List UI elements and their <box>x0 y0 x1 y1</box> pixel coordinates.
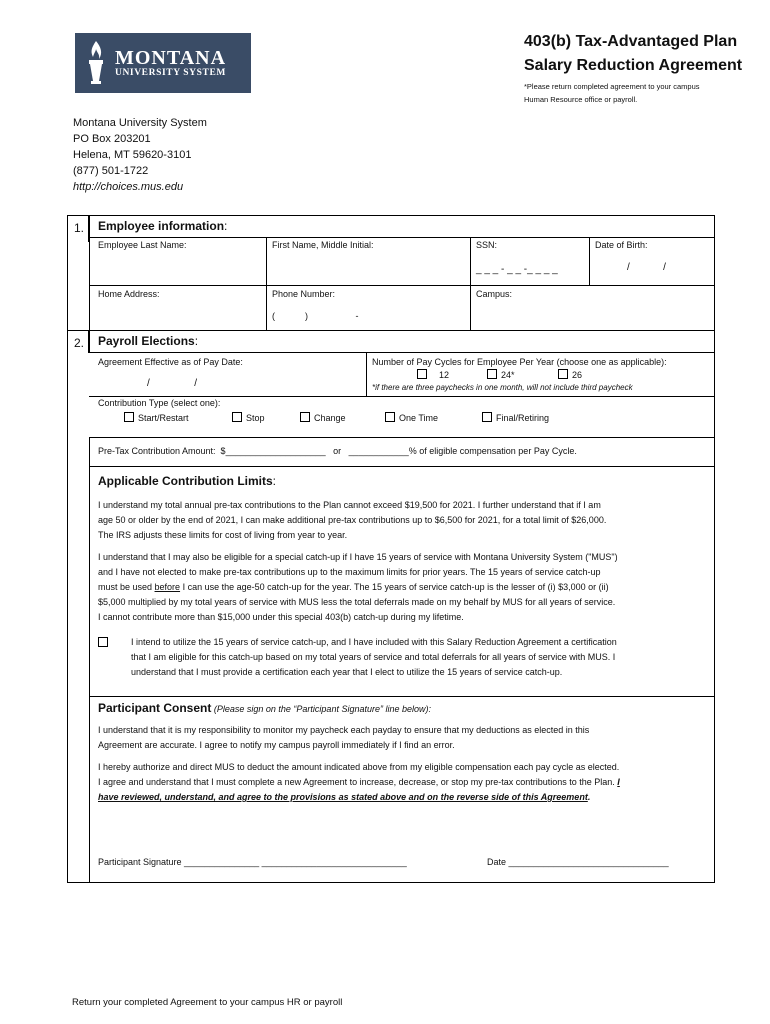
effective-date-mask: / / <box>147 378 198 389</box>
section2-number: 2. <box>67 331 89 353</box>
ssn-mask: _ _ _ - _ _ -_ _ _ _ <box>476 264 558 275</box>
section1-title: Employee information: <box>98 219 228 233</box>
type-change[interactable]: Change <box>300 412 346 423</box>
type-final-retiring[interactable]: Final/Retiring <box>482 412 549 423</box>
type-start-restart[interactable]: Start/Restart <box>124 412 189 423</box>
consent-title: Participant Consent <box>98 701 212 715</box>
first-name-field[interactable]: First Name, Middle Initial: <box>272 240 374 250</box>
logo-line1: MONTANA <box>115 46 227 69</box>
consent-heading <box>98 701 431 715</box>
checkbox-icon[interactable] <box>98 637 108 647</box>
footer-note: Return your completed Agreement to your campus HR or payroll <box>72 997 343 1008</box>
checkbox-icon[interactable] <box>232 412 242 422</box>
checkbox-icon[interactable] <box>487 369 497 379</box>
phone-mask: ( ) - <box>272 311 359 321</box>
type-one-time[interactable]: One Time <box>385 412 438 423</box>
checkbox-icon[interactable] <box>300 412 310 422</box>
contribution-type-label: Contribution Type (select one): <box>98 398 221 408</box>
campus-field[interactable]: Campus: <box>476 289 513 299</box>
checkbox-icon[interactable] <box>124 412 134 422</box>
pretax-amount-field[interactable]: Pre-Tax Contribution Amount: $____________________ or ____________% of eligible compensation per Pay Cycle. <box>98 446 577 456</box>
torch-icon <box>75 33 115 93</box>
section1-number: 1. <box>67 216 89 242</box>
section2-title: Payroll Elections: <box>98 334 199 348</box>
limits-paragraph-1: I understand my total annual pre-tax contributions to the Plan cannot exceed $19,500 for 2021. I further understand that if I am age 50 or older by the end of 2021, I can make additional pre-tax contributions up to $6,500 for 2021, for a total limit of $26,000. The IRS adjusts these limits for cost of living from year to year. <box>98 500 607 540</box>
catchup-checkbox[interactable] <box>98 637 112 648</box>
effective-date-field[interactable]: Agreement Effective as of Pay Date: <box>98 357 243 367</box>
last-name-field[interactable]: Employee Last Name: <box>98 240 187 250</box>
cycle-note: *if there are three paychecks in one month, will not include third paycheck <box>372 383 633 392</box>
address-org: Montana University System <box>73 117 207 129</box>
address-phone: (877) 501-1722 <box>73 165 149 177</box>
checkbox-icon[interactable] <box>417 369 427 379</box>
dob-mask: / / <box>627 262 666 273</box>
return-note-line1: *Please return completed agreement to your campus <box>524 82 700 91</box>
home-address-field[interactable]: Home Address: <box>98 289 160 299</box>
consent-paragraph-2: I hereby authorize and direct MUS to deduct the amount indicated above from my eligible compensation each pay cycle as elected. I agree and understand that I must complete a new Agreement to increase, decrease, or stop my pre-tax contributions to the Plan. I have reviewed, understand, and agree to the provisions as stated above and on the reverse side of this Agreement. <box>98 762 620 802</box>
limits-title: Applicable Contribution Limits: <box>98 474 277 488</box>
address-web: http://choices.mus.edu <box>73 181 184 193</box>
montana-university-system-logo <box>75 33 251 93</box>
cycle-24-option[interactable]: 24* <box>487 369 515 380</box>
type-stop[interactable]: Stop <box>232 412 265 423</box>
limits-paragraph-2: I understand that I may also be eligible for a special catch-up if I have 15 years of service with Montana University System ("MUS") and I have not elected to make pre-tax contributions up to the maximum limits for prior years. The 15 years of service catch-up must be used before I can use the age-50 catch-up for the year. The 15 years of service catch-up is the lesser of (i) $3,000 or (ii) $5,000 multiplied by my total years of service with MUS less the total deferrals made on my behalf by MUS for all years of service. I cannot contribute more than $15,000 under this special 403(b) catch-up during my lifetime. <box>98 552 618 622</box>
address-city: Helena, MT 59620-3101 <box>73 149 192 161</box>
dob-field[interactable]: Date of Birth: <box>595 240 648 250</box>
checkbox-icon[interactable] <box>482 412 492 422</box>
cycle-12-option[interactable]: 12 <box>417 369 449 380</box>
ssn-field[interactable]: SSN: <box>476 240 498 250</box>
address-block <box>73 115 207 195</box>
form-title-line1: 403(b) Tax-Advantaged Plan <box>524 33 738 50</box>
address-po: PO Box 203201 <box>73 133 151 145</box>
return-note-line2: Human Resource office or payroll. <box>524 95 638 104</box>
catchup-statement: I intend to utilize the 15 years of service catch-up, and I have included with this Salary Reduction Agreement a certification that I am eligible for this catch-up based on my total years of service and total deferrals for all years of service with MUS. I understand that I must provide a certification each year that I elect to utilize the 15 years of service catch-up. <box>131 637 617 677</box>
phone-field[interactable]: Phone Number: <box>272 289 336 299</box>
pay-cycles-label: Number of Pay Cycles for Employee Per Year (choose one as applicable): <box>372 357 667 367</box>
form-title-line2: Salary Reduction Agreement <box>524 57 743 74</box>
cycle-26-option[interactable]: 26 <box>558 369 582 380</box>
consent-paragraph-1: I understand that it is my responsibility to monitor my paycheck each payday to ensure that my deductions as elected in this Agreement are accurate. I agree to notify my campus payroll immediately if I find an error. <box>98 725 590 750</box>
consent-subtitle: (Please sign on the “Participant Signature” line below): <box>213 704 431 714</box>
checkbox-icon[interactable] <box>558 369 568 379</box>
participant-signature-line[interactable]: Participant Signature _______________ _____________________________ <box>98 857 407 867</box>
signature-date-line[interactable]: Date ________________________________ <box>487 857 669 867</box>
checkbox-icon[interactable] <box>385 412 395 422</box>
logo-line2: UNIVERSITY SYSTEM <box>115 67 226 78</box>
